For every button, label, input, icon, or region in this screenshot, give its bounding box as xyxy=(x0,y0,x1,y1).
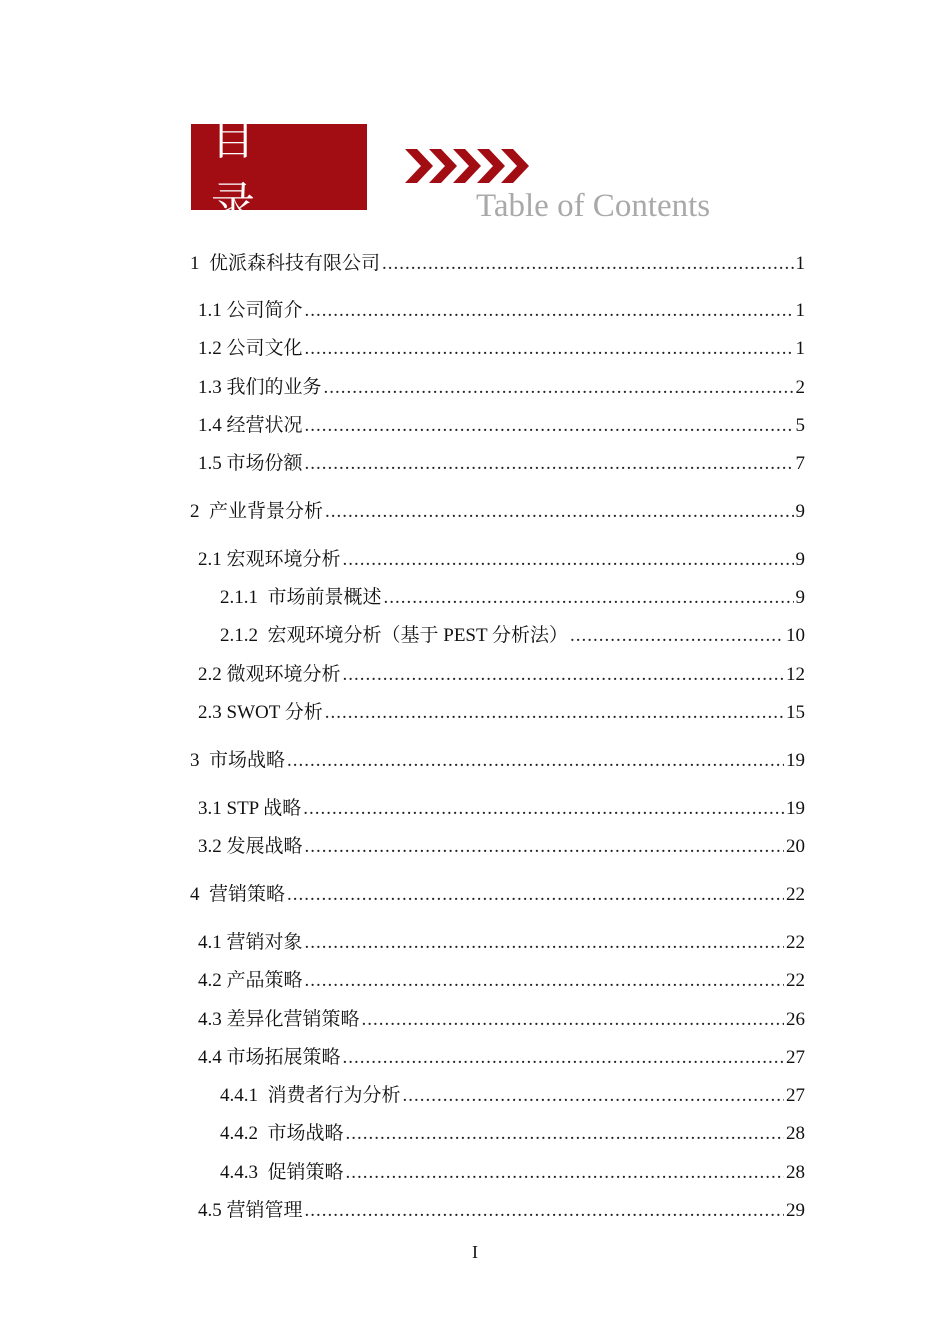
toc-entry-page: 12 xyxy=(786,664,805,685)
toc-entry-page: 1 xyxy=(795,338,805,359)
toc-entry-number: 1.3 xyxy=(198,377,222,398)
page-number: I xyxy=(472,1242,478,1262)
toc-dot-leader xyxy=(305,835,784,859)
toc-dot-leader xyxy=(305,414,794,438)
toc-dot-leader xyxy=(362,1008,784,1032)
toc-dot-leader xyxy=(384,586,794,610)
toc-entry[interactable] xyxy=(198,337,805,361)
toc-entry-title: 优派森科技有限公司 xyxy=(209,253,381,274)
toc-entry-page: 19 xyxy=(786,750,805,771)
toc-dot-leader xyxy=(570,624,784,648)
toc-entry-page: 22 xyxy=(786,970,805,991)
toc-entry-number: 4.4.1 xyxy=(220,1085,258,1106)
toc-entry-number: 2 xyxy=(190,501,200,522)
toc-entry-title: 市场前景概述 xyxy=(267,587,382,608)
toc-entry-title: SWOT 分析 xyxy=(226,702,323,723)
toc-entry-number: 4.1 xyxy=(198,932,222,953)
toc-entry-title: 公司简介 xyxy=(226,300,303,321)
toc-entry-number: 1.1 xyxy=(198,300,222,321)
toc-dot-leader xyxy=(346,1161,784,1185)
toc-dot-leader xyxy=(346,1122,784,1146)
toc-entry-number: 4.2 xyxy=(198,970,222,991)
toc-entry[interactable] xyxy=(198,414,805,438)
toc-entry-page: 22 xyxy=(786,932,805,953)
toc-entry-page: 9 xyxy=(795,549,805,570)
toc-entry-title: 发展战略 xyxy=(226,836,303,857)
toc-entry[interactable] xyxy=(198,452,805,476)
toc-entry-number: 1.4 xyxy=(198,415,222,436)
toc-entry-number: 1 xyxy=(190,253,200,274)
toc-entry-number: 2.3 xyxy=(198,702,222,723)
toc-entry[interactable] xyxy=(190,749,805,773)
toc-entry-page: 29 xyxy=(786,1200,805,1221)
toc-entry[interactable] xyxy=(220,1122,805,1146)
toc-dot-leader xyxy=(343,1046,784,1070)
toc-entry-title: 消费者行为分析 xyxy=(267,1085,401,1106)
toc-entry-title: 微观环境分析 xyxy=(226,664,341,685)
toc-entry[interactable] xyxy=(198,835,805,859)
toc-entry-page: 7 xyxy=(795,453,805,474)
toc-dot-leader xyxy=(305,299,794,323)
toc-entry[interactable] xyxy=(190,252,805,276)
toc-entry[interactable] xyxy=(198,663,805,687)
toc-entry-page: 27 xyxy=(786,1085,805,1106)
toc-entry-number: 2.1.1 xyxy=(220,587,258,608)
toc-entry[interactable] xyxy=(220,586,805,610)
toc-entry-page: 5 xyxy=(795,415,805,436)
toc-dot-leader xyxy=(324,376,794,400)
toc-entry-title: 市场份额 xyxy=(226,453,303,474)
toc-dot-leader xyxy=(305,452,794,476)
toc-entry-number: 1.5 xyxy=(198,453,222,474)
toc-entry-title: 公司文化 xyxy=(226,338,303,359)
toc-entry-number: 1.2 xyxy=(198,338,222,359)
toc-entry[interactable] xyxy=(220,624,805,648)
toc-entry-title: 产业背景分析 xyxy=(209,501,324,522)
toc-entry-title: 产品策略 xyxy=(226,970,303,991)
toc-entry[interactable] xyxy=(190,883,805,907)
toc-entry-page: 1 xyxy=(795,253,805,274)
toc-entry[interactable] xyxy=(220,1161,805,1185)
toc-entry[interactable] xyxy=(198,1008,805,1032)
toc-entry-title: 营销策略 xyxy=(209,884,286,905)
toc-entry-number: 3.2 xyxy=(198,836,222,857)
toc-dot-leader xyxy=(305,337,794,361)
toc-entry-title: 营销对象 xyxy=(226,932,303,953)
toc-dot-leader xyxy=(325,500,793,524)
toc-entry[interactable] xyxy=(220,1084,805,1108)
toc-entry-page: 2 xyxy=(795,377,805,398)
toc-entry-number: 4.5 xyxy=(198,1200,222,1221)
toc-entry-title: 市场战略 xyxy=(267,1123,344,1144)
toc-entry-title: STP 战略 xyxy=(226,798,302,819)
toc-dot-leader xyxy=(343,663,784,687)
toc-entry-title: 促销策略 xyxy=(267,1162,344,1183)
toc-title-banner: 目 录 xyxy=(191,124,367,210)
toc-entry-page: 28 xyxy=(786,1162,805,1183)
chevron-arrows-icon xyxy=(405,147,530,185)
toc-entry-page: 20 xyxy=(786,836,805,857)
toc-entry-title: 宏观环境分析（基于 PEST 分析法） xyxy=(267,625,569,646)
toc-entry-title: 差异化营销策略 xyxy=(226,1009,360,1030)
toc-entry-title: 宏观环境分析 xyxy=(226,549,341,570)
toc-subtitle: Table of Contents xyxy=(476,188,711,224)
toc-entry[interactable] xyxy=(190,500,805,524)
toc-dot-leader xyxy=(287,883,784,907)
toc-entry-number: 3 xyxy=(190,750,200,771)
toc-entry-page: 9 xyxy=(795,587,805,608)
toc-entry-title: 我们的业务 xyxy=(226,377,322,398)
toc-entry-number: 2.2 xyxy=(198,664,222,685)
toc-dot-leader xyxy=(325,701,784,725)
toc-dot-leader xyxy=(343,548,794,572)
toc-entry-number: 4.3 xyxy=(198,1009,222,1030)
toc-entry[interactable] xyxy=(198,931,805,955)
toc-entry-page: 19 xyxy=(786,798,805,819)
toc-entry-number: 3.1 xyxy=(198,798,222,819)
toc-dot-leader xyxy=(382,252,793,276)
toc-entry[interactable] xyxy=(198,299,805,323)
toc-entry-number: 2.1 xyxy=(198,549,222,570)
toc-entry-title: 营销管理 xyxy=(226,1200,303,1221)
toc-dot-leader xyxy=(305,1199,784,1223)
toc-entry[interactable] xyxy=(198,376,805,400)
toc-entry-page: 28 xyxy=(786,1123,805,1144)
toc-entry[interactable] xyxy=(198,548,805,572)
toc-entry-page: 15 xyxy=(786,702,805,723)
toc-dot-leader xyxy=(303,797,784,821)
toc-entry[interactable] xyxy=(198,701,805,725)
toc-entry-number: 4.4 xyxy=(198,1047,222,1068)
toc-entry-page: 22 xyxy=(786,884,805,905)
toc-entry-number: 4.4.3 xyxy=(220,1162,258,1183)
toc-entry-page: 27 xyxy=(786,1047,805,1068)
toc-entry[interactable] xyxy=(198,1046,805,1070)
toc-entry-title: 经营状况 xyxy=(226,415,303,436)
toc-dot-leader xyxy=(287,749,784,773)
toc-dot-leader xyxy=(305,969,784,993)
toc-entry[interactable] xyxy=(198,1199,805,1223)
toc-entry-title: 市场拓展策略 xyxy=(226,1047,341,1068)
toc-entry-page: 9 xyxy=(795,501,805,522)
toc-dot-leader xyxy=(305,931,784,955)
toc-entry[interactable] xyxy=(198,797,805,821)
toc-entry-page: 26 xyxy=(786,1009,805,1030)
toc-entry-number: 2.1.2 xyxy=(220,625,258,646)
toc-entry-page: 10 xyxy=(786,625,805,646)
toc-entry-number: 4 xyxy=(190,884,200,905)
toc-entry[interactable] xyxy=(198,969,805,993)
toc-entry-page: 1 xyxy=(795,300,805,321)
toc-dot-leader xyxy=(403,1084,784,1108)
toc-entry-number: 4.4.2 xyxy=(220,1123,258,1144)
toc-entry-title: 市场战略 xyxy=(209,750,286,771)
